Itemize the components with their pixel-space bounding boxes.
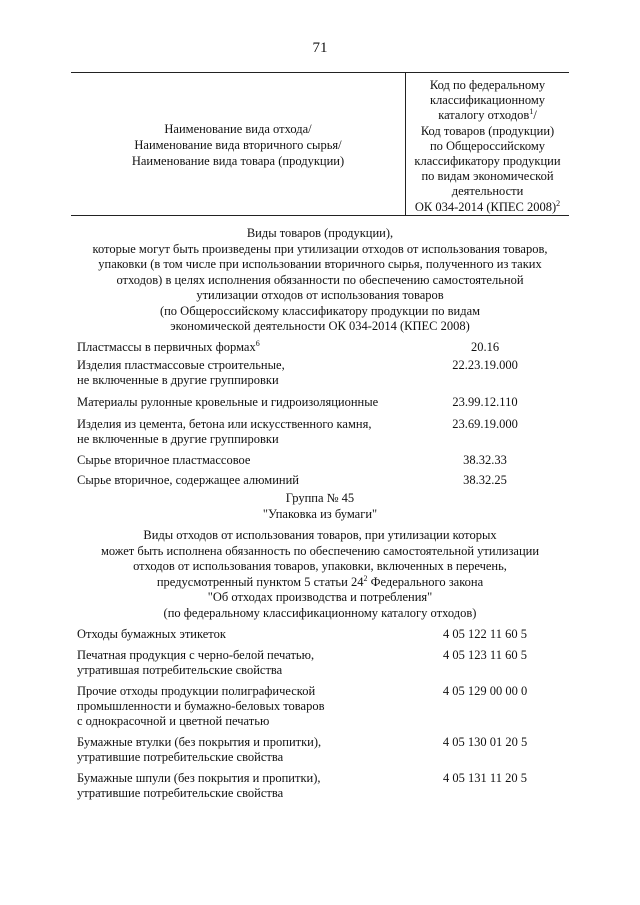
header-name-line: Наименование вида вторичного сырья/: [134, 138, 342, 152]
heading-line: упаковки (в том числе при использовании вторичного сырья, полученного из таких: [98, 257, 542, 271]
row-name: Сырье вторичное пластмассовое: [77, 453, 251, 467]
section-heading-products: [60, 226, 580, 335]
row-code: 20.16: [470, 340, 500, 354]
row-name: Бумажные втулки (без покрытия и пропитки), утратившие потребительские свойства: [77, 735, 322, 764]
row-code: 22.23.19.000: [452, 358, 518, 372]
heading-line: отходов) в целях исполнения обязанности по обеспечению самостоятельной: [116, 272, 524, 287]
header-code-line: классификатору продукции: [414, 154, 561, 169]
group-number: Группа № 45: [285, 491, 355, 505]
header-code-line: [406, 200, 569, 215]
row-code: 23.69.19.000: [452, 417, 518, 431]
header-name-line: Наименование вида товара (продукции): [131, 154, 345, 168]
group-title: "Упаковка из бумаги": [262, 506, 378, 521]
row-code: 4 05 129 00 00 0: [442, 684, 528, 698]
header-code-column: [406, 78, 569, 215]
row-name: Отходы бумажных этикеток: [77, 627, 226, 641]
heading-line: "Об отходах производства и потребления": [207, 590, 433, 604]
footnote-marker: 2: [363, 573, 368, 583]
heading-line: которые могут быть произведены при утилизации отходов от использования товаров,: [92, 241, 548, 256]
header-code-line: Код товаров (продукции): [420, 123, 555, 138]
header-code-line: классификационному: [429, 93, 546, 108]
section-heading-waste: [60, 528, 580, 621]
row-name: Бумажные шпули (без покрытия и пропитки), утратившие потребительские свойства: [77, 771, 321, 800]
header-code-line: деятельности: [451, 184, 524, 199]
heading-line: (по федеральному классификационному каталогу отходов): [163, 605, 477, 620]
header-code-line: Код по федеральному: [429, 78, 546, 92]
heading-line: может быть исполнена обязанность по обеспечению самостоятельной утилизации: [100, 543, 540, 558]
row-name: Печатная продукция с черно-белой печатью, утратившая потребительские свойства: [77, 648, 315, 677]
header-code-text: каталогу отходов: [438, 108, 530, 123]
group-heading: [0, 491, 640, 522]
row-code: 4 05 123 11 60 5: [443, 648, 527, 662]
footnote-marker: 2: [556, 198, 561, 208]
heading-line: утилизации отходов от использования товаров: [196, 288, 444, 302]
heading-line: отходов от использования товаров, упаковки, включенных в перечень,: [133, 559, 507, 573]
row-code: 38.32.25: [463, 473, 507, 487]
heading-line: предусмотренный пунктом 5 статьи $24^2$ Федерального закона: [156, 573, 484, 589]
header-name-column: [71, 121, 405, 169]
header-code-text: ОК 034-2014 (КПЕС 2008): [414, 199, 557, 214]
row-name: Изделия из цемента, бетона или искусственного камня, не включенные в другие группировки: [77, 417, 372, 446]
page-number: 71: [312, 40, 328, 56]
header-code-line: по Общероссийскому: [429, 138, 546, 153]
header-code-line: [406, 108, 569, 123]
footnote-marker: 1: [529, 107, 534, 117]
heading-line: Виды товаров (продукции),: [246, 226, 394, 240]
row-code: 38.32.33: [463, 453, 507, 467]
heading-line: (по Общероссийскому классификатору продукции по видам: [159, 303, 481, 318]
table-header: [71, 72, 569, 216]
row-code: 23.99.12.110: [452, 395, 518, 409]
row-code: 4 05 130 01 20 5: [442, 735, 528, 749]
heading-line: экономической деятельности ОК 034-2014 (КПЕС 2008): [170, 319, 470, 333]
heading-line: Виды отходов от использования товаров, при утилизации которых: [143, 528, 497, 542]
row-name: Сырье вторичное, содержащее алюминий: [77, 473, 299, 487]
row-name: Изделия пластмассовые строительные, не включенные в другие группировки: [77, 358, 285, 387]
row-name: Прочие отходы продукции полиграфической промышленности и бумажно-беловых товаров с однокрасочной и цветной печатью: [77, 684, 325, 728]
header-code-line: по видам экономической: [421, 169, 554, 184]
row-code: 4 05 131 11 20 5: [443, 771, 527, 785]
header-name-line: Наименование вида отхода/: [164, 122, 312, 136]
row-name: Пластмассы в первичных формах$^6$: [77, 338, 260, 354]
row-code: 4 05 122 11 60 5: [443, 627, 527, 641]
footnote-marker: 6: [255, 338, 260, 348]
row-name: Материалы рулонные кровельные и гидроизоляционные: [77, 395, 379, 409]
header-slash: /: [533, 108, 537, 123]
